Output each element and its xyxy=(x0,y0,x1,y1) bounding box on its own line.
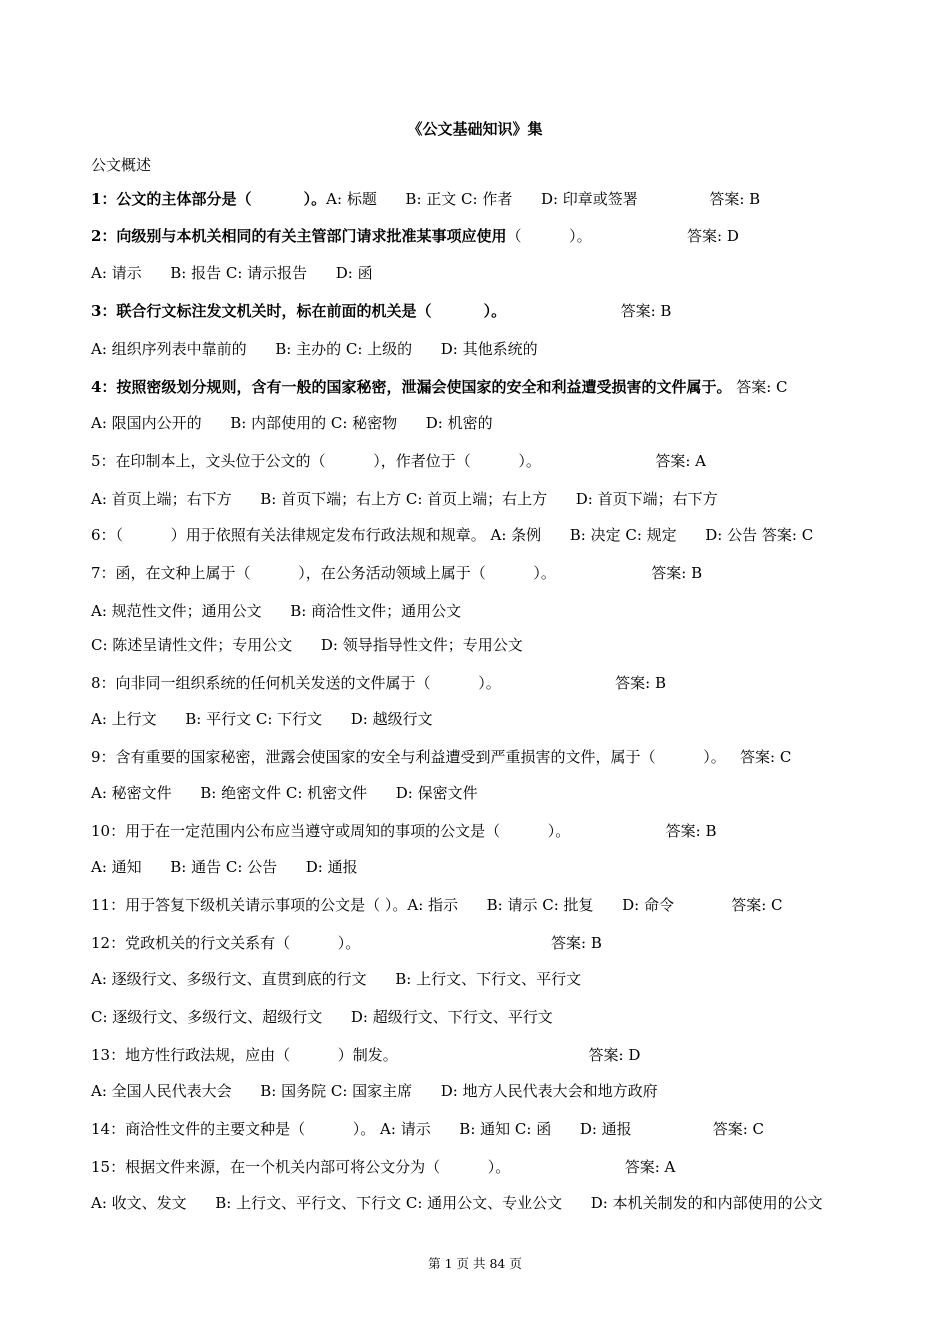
document-line xyxy=(91,562,702,584)
page-footer: 第 1 页 共 84 页 xyxy=(428,1256,522,1271)
answer-text: 答案: C xyxy=(731,378,788,396)
document-line xyxy=(91,782,478,804)
document-line xyxy=(91,488,718,510)
line-content: 7：函，在文种上属于（ ），在公务活动领域上属于（ ）。 xyxy=(91,564,556,582)
document-line xyxy=(91,262,373,284)
document-line xyxy=(91,820,717,842)
document-line xyxy=(91,1156,675,1178)
line-content: 15：根据文件来源，在一个机关内部可将公文分为（ ）。 xyxy=(91,1158,511,1176)
question-text: 4：按照密级划分规则，含有一般的国家秘密，泄漏会使国家的安全和利益遭受损害的文件属于。 xyxy=(91,378,732,396)
line-content: 8：向非同一组织系统的任何机关发送的文件属于（ ）。 xyxy=(91,674,501,692)
answer-text: 答案: B xyxy=(570,822,717,840)
document-line xyxy=(91,524,813,546)
line-content: A: 组织序列表中靠前的 B: 主办的 C: 上级的 D: 其他系统的 xyxy=(91,340,538,358)
document-line xyxy=(91,746,791,768)
question-text: 1：公文的主体部分是（ ）。 xyxy=(91,190,327,208)
document-line xyxy=(91,376,788,398)
line-content: A: 收文、发文 B: 上行文、平行文、下行文 C: 通用公文、专业公文 D: 本机关制发的和内部使用的公文 xyxy=(91,1194,823,1212)
line-content: （ ）。 xyxy=(506,227,592,245)
answer-text: 答案: B xyxy=(500,674,667,692)
line-content: A: 限国内公开的 B: 内部使用的 C: 秘密物 D: 机密的 xyxy=(91,414,493,432)
document-line xyxy=(91,672,666,694)
document-line xyxy=(91,894,783,916)
answer-text: 答案: B xyxy=(360,934,602,952)
document-line xyxy=(91,225,739,247)
line-content: 14：商洽性文件的主要文种是（ ）。 A: 请示 B: 通知 C: 函 D: 通报 xyxy=(91,1120,632,1138)
answer-text: 答案: A xyxy=(540,452,707,470)
answer-text: 答案: B xyxy=(637,190,761,208)
line-content: A: 全国人民代表大会 B: 国务院 C: 国家主席 D: 地方人民代表大会和地方政府 xyxy=(91,1082,658,1100)
document-line xyxy=(91,412,493,434)
line-content: A: 规范性文件；通用公文 B: 商洽性文件；通用公文 xyxy=(91,602,462,620)
line-content: 11：用于答复下级机关请示事项的公文是（ ）。A: 指示 B: 请示 C: 批复 D: 命令 xyxy=(91,896,674,914)
document-line xyxy=(91,1006,553,1028)
answer-text: 答案: C xyxy=(757,526,814,544)
line-content: C: 陈述呈请性文件；专用公文 D: 领导指导性文件；专用公文 xyxy=(91,636,523,654)
line-content: A: 秘密文件 B: 绝密文件 C: 机密文件 D: 保密文件 xyxy=(91,784,478,802)
document-line xyxy=(91,968,581,990)
document-line xyxy=(91,856,358,878)
answer-text: 答案: C xyxy=(725,748,792,766)
line-content: A: 逐级行文、多级行文、直贯到底的行文 B: 上行文、下行文、平行文 xyxy=(91,970,582,988)
line-content: 10：用于在一定范围内公布应当遵守或周知的事项的公文是（ ）。 xyxy=(91,822,571,840)
question-text: 3：联合行文标注发文机关时，标在前面的机关是（ ）。 xyxy=(91,302,507,320)
line-content: A: 首页上端；右下方 B: 首页下端；右上方 C: 首页上端；右上方 D: 首页下端；右下方 xyxy=(91,490,718,508)
answer-text: 答案: D xyxy=(397,1046,641,1064)
line-content: A: 通知 B: 通告 C: 公告 D: 通报 xyxy=(91,858,358,876)
line-content: C: 逐级行文、多级行文、超级行文 D: 超级行文、下行文、平行文 xyxy=(91,1008,553,1026)
document-line xyxy=(91,600,461,622)
line-content: A: 上行文 B: 平行文 C: 下行文 D: 越级行文 xyxy=(91,710,433,728)
document-line xyxy=(91,932,602,954)
document-line xyxy=(91,1118,764,1140)
line-content: 13：地方性行政法规，应由（ ）制发。 xyxy=(91,1046,398,1064)
answer-text: 答案: B xyxy=(506,302,672,320)
line-content: 9：含有重要的国家秘密，泄露会使国家的安全与利益遭受到严重损害的文件，属于（ ）。 xyxy=(91,748,726,766)
line-content: 12：党政机关的行文关系有（ ）。 xyxy=(91,934,361,952)
document-line xyxy=(91,1080,658,1102)
document-line xyxy=(91,1044,640,1066)
page-title: 《公文基础知识》集 xyxy=(407,120,543,138)
document-line xyxy=(91,338,538,360)
line-content: A: 请示 B: 报告 C: 请示报告 D: 函 xyxy=(91,264,373,282)
answer-text: 答案: C xyxy=(674,896,783,914)
answer-text: 答案: D xyxy=(591,227,739,245)
document-line xyxy=(91,188,760,210)
answer-text: 答案: B xyxy=(555,564,703,582)
document-line xyxy=(91,1192,823,1214)
answer-text: 答案: C xyxy=(631,1120,765,1138)
answer-text: 答案: A xyxy=(510,1158,676,1176)
document-line xyxy=(91,450,706,472)
line-content: A: 标题 B: 正文 C: 作者 D: 印章或签署 xyxy=(326,190,638,208)
document-line xyxy=(91,708,433,730)
document-line xyxy=(91,634,523,656)
document-line xyxy=(91,300,671,322)
section-heading: 公文概述 xyxy=(91,156,152,174)
line-content: 6：（ ）用于依照有关法律规定发布行政法规和规章。 A: 条例 B: 决定 C: 规定 D: 公告 xyxy=(91,526,758,544)
question-text: 2：向级别与本机关相同的有关主管部门请求批准某事项应使用 xyxy=(91,227,507,245)
line-content: 5：在印制本上，文头位于公文的（ ），作者位于（ ）。 xyxy=(91,452,541,470)
